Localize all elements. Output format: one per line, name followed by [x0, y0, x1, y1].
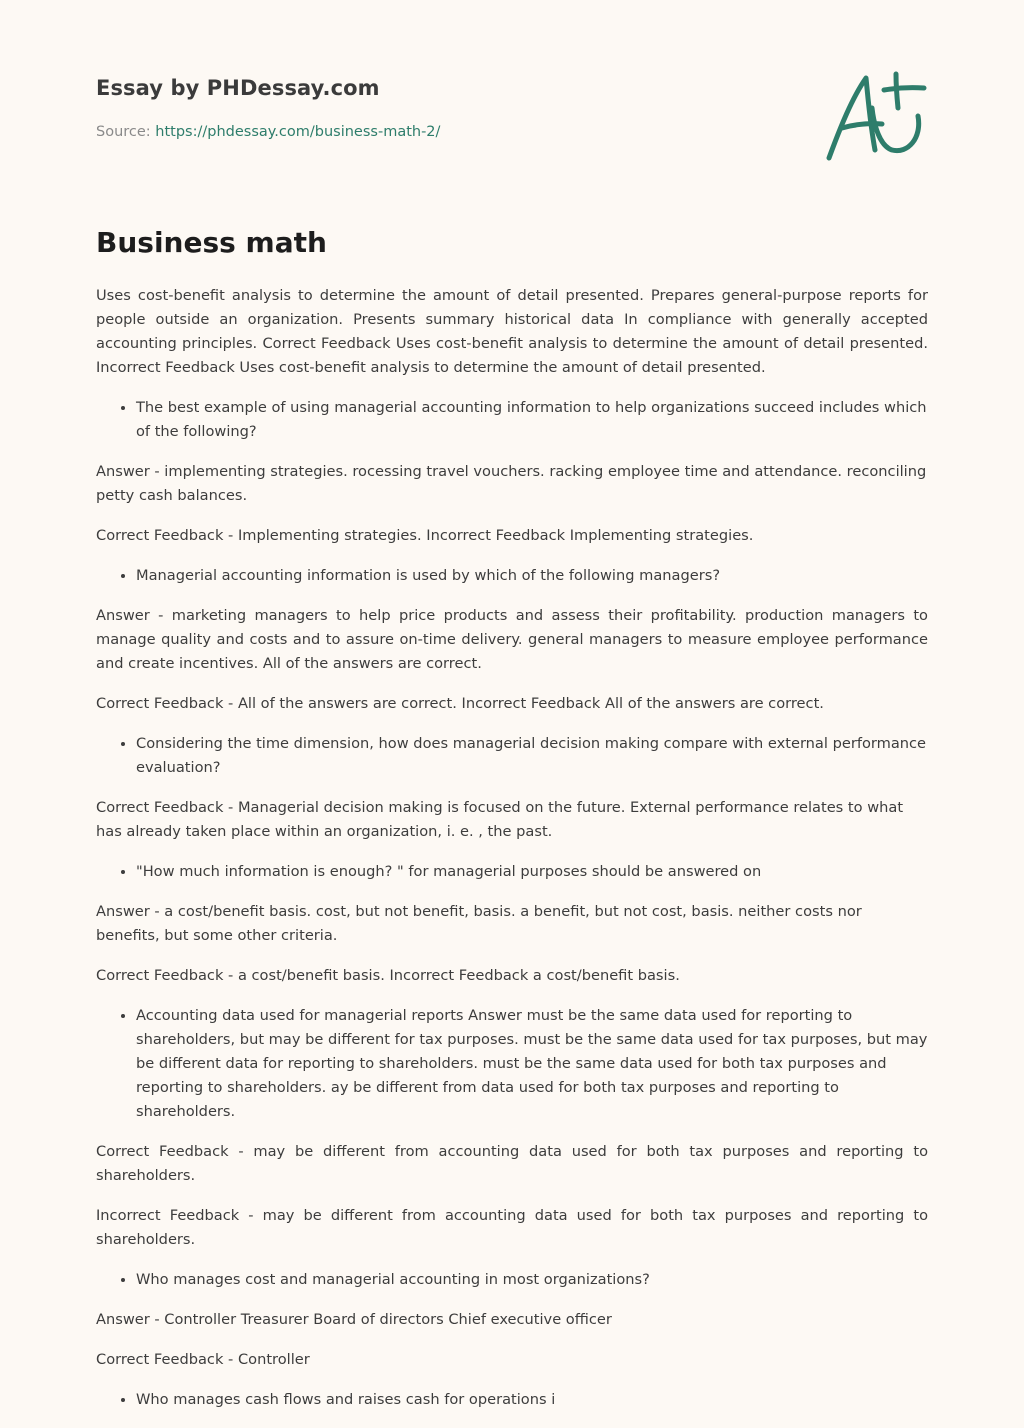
question-item: • Who manages cash flows and raises cash for operations i: [136, 1388, 928, 1412]
paragraph: Correct Feedback - may be different from accounting data used for both tax purposes and reporting to shareholders.: [96, 1143, 928, 1184]
question-item: • Accounting data used for managerial reports Answer must be the same data used for reporting to shareholders, but may be different for tax purposes. must be the same data used for tax purposes, but may be different data for reporting to shareholders. must be the same data used for both tax purposes and reporting to shareholders. ay be different from data used for both tax purposes and reporting to shareholders.: [136, 1004, 928, 1124]
bullet-list: [96, 1004, 928, 1124]
paragraph: Answer - Controller Treasurer Board of directors Chief executive officer: [96, 1311, 612, 1328]
question-item: • Managerial accounting information is used by which of the following managers?: [136, 564, 928, 588]
paragraph: Answer - implementing strategies. rocessing travel vouchers. racking employee time and attendance. reconciling petty cash balances.: [96, 463, 927, 504]
paragraph: Uses cost-benefit analysis to determine the amount of detail presented. Prepares general-purpose reports for people outside an organization. Presents summary historical data In compliance with generally accepted accounting principles. Correct Feedback Uses cost-benefit analysis to determine the amount of detail presented. Incorrect Feedback Uses cost-benefit analysis to determine the amount of detail presented.: [96, 287, 928, 376]
bullet-list: [96, 396, 928, 444]
question-item: • "How much information is enough? " for managerial purposes should be answered on: [136, 860, 928, 884]
paragraph: Correct Feedback - All of the answers are correct. Incorrect Feedback All of the answers are correct.: [96, 695, 824, 712]
source-line: [96, 124, 440, 140]
bullet-list: [96, 564, 928, 588]
question-item: • The best example of using managerial accounting information to help organizations succeed includes which of the following?: [136, 396, 928, 444]
bullet-list: [96, 1388, 928, 1412]
question-item: • Who manages cost and managerial accounting in most organizations?: [136, 1268, 928, 1292]
paragraph: Correct Feedback - Controller: [96, 1351, 310, 1368]
paragraph: Incorrect Feedback - may be different from accounting data used for both tax purposes and reporting to shareholders.: [96, 1207, 928, 1248]
paragraph: Answer - a cost/benefit basis. cost, but not benefit, basis. a benefit, but not cost, basis. neither costs nor benefits, but some other criteria.: [96, 903, 862, 944]
bullet-list: [96, 732, 928, 780]
site-brand: Essay by PHDessay.com: [96, 76, 380, 100]
question-item: • Considering the time dimension, how does managerial decision making compare with external performance evaluation?: [136, 732, 928, 780]
source-link[interactable]: https://phdessay.com/business-math-2/: [155, 124, 441, 140]
bullet-list: [96, 860, 928, 884]
paragraph: Correct Feedback - Managerial decision making is focused on the future. External performance relates to what has already taken place within an organization, i. e. , the past.: [96, 799, 904, 840]
paragraph: Correct Feedback - Implementing strategies. Incorrect Feedback Implementing strategies.: [96, 527, 754, 544]
a-plus-icon: [820, 68, 930, 168]
essay-title: Business math: [96, 226, 327, 259]
paragraph: Correct Feedback - a cost/benefit basis. Incorrect Feedback a cost/benefit basis.: [96, 967, 680, 984]
bullet-list: [96, 1268, 928, 1292]
essay-body: [96, 284, 928, 1428]
paragraph: Answer - marketing managers to help price products and assess their profitability. production managers to manage quality and costs and to assure on-time delivery. general managers to measure employee performance and create incentives. All of the answers are correct.: [96, 607, 928, 672]
source-label: Source:: [96, 124, 156, 140]
